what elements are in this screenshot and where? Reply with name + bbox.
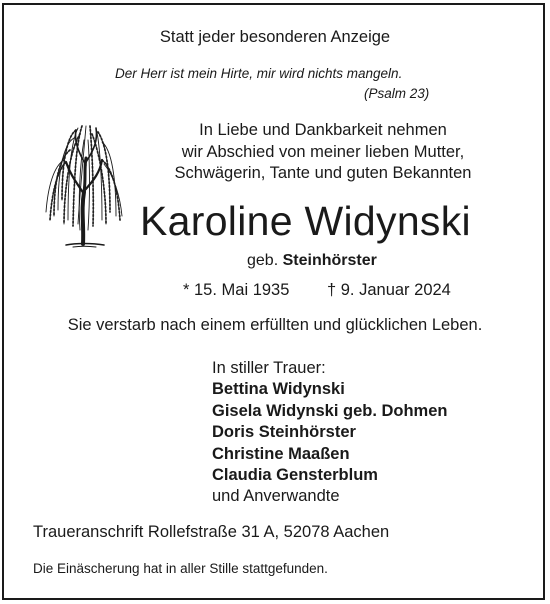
mourner-name: Bettina Widynski [212, 380, 345, 399]
mourning-address: Traueranschrift Rollefstraße 31 A, 52078 Aachen [33, 523, 390, 541]
weeping-willow-icon [40, 120, 126, 250]
intro-line: In Liebe und Dankbarkeit nehmen [199, 121, 447, 139]
birth-date: * 15. Mai 1935 [183, 281, 290, 299]
mourners-block [212, 358, 448, 508]
birth-name-value: Steinhörster [282, 252, 377, 269]
intro-text [163, 120, 483, 185]
birth-name-prefix: geb. [247, 252, 279, 269]
birth-name [247, 252, 377, 270]
death-date: † 9. Januar 2024 [327, 281, 451, 299]
mourning-closing: und Anverwandte [212, 487, 340, 506]
intro-line: Schwägerin, Tante und guten Bekannten [174, 164, 472, 182]
mourning-intro: In stiller Trauer: [212, 359, 326, 377]
mourner-name: Doris Steinhörster [212, 423, 356, 442]
header-text: Statt jeder besonderen Anzeige [159, 28, 391, 46]
bible-quote: Der Herr ist mein Hirte, mir wird nichts mangeln. [115, 66, 403, 81]
deceased-name: Karoline Widynski [140, 198, 471, 244]
bible-quote-source: (Psalm 23) [364, 86, 430, 101]
cremation-note: Die Einäscherung hat in aller Stille stattgefunden. [33, 561, 328, 576]
mourner-name: Christine Maaßen [212, 444, 350, 463]
obituary-border [2, 3, 545, 600]
mourner-name: Claudia Gensterblum [212, 466, 378, 485]
life-sentence: Sie verstarb nach einem erfüllten und glücklichen Leben. [67, 316, 483, 334]
mourner-name: Gisela Widynski geb. Dohmen [212, 401, 448, 420]
intro-line: wir Abschied von meiner lieben Mutter, [181, 142, 465, 161]
